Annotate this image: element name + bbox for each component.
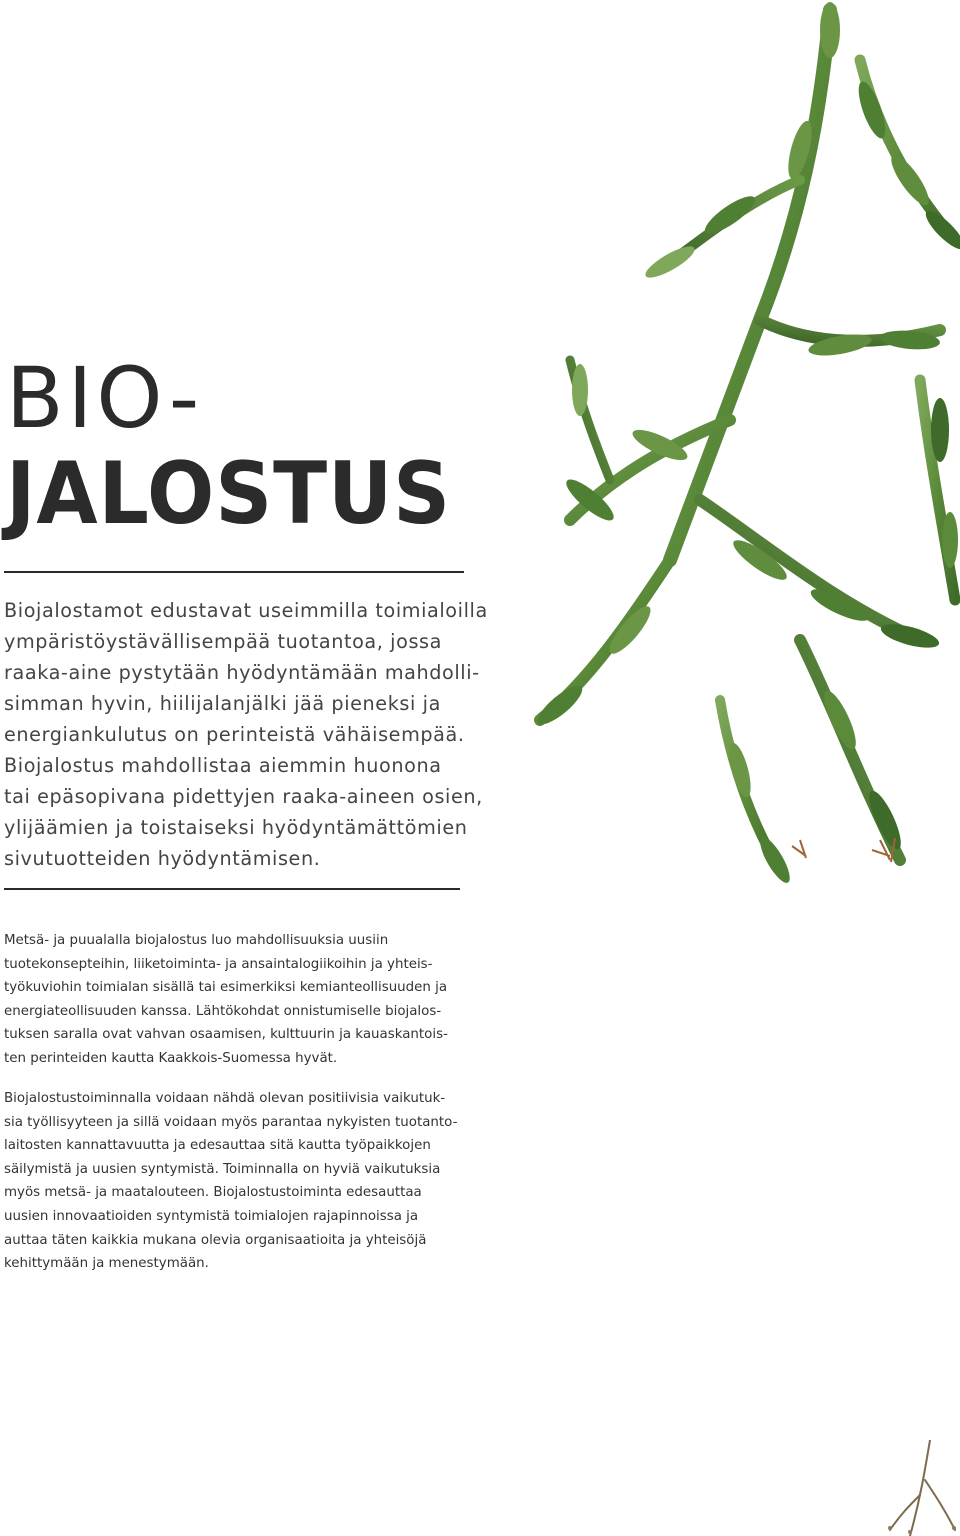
body-line: uusien innovaatioiden syntymistä toimialojen rajapinnoissa ja [4, 1208, 419, 1224]
body-line: tuotekonsepteihin, liiketoiminta- ja ansaintalogiikoihin ja yhteis- [4, 956, 433, 972]
intro-line: ylijäämien ja toistaiseksi hyödyntämättömien [4, 816, 468, 839]
intro-line: energiankulutus on perinteistä vähäisempää. [4, 723, 465, 746]
body-line: kehittymään ja menestymään. [4, 1256, 209, 1272]
body-paragraph-2 [4, 1087, 474, 1276]
body-line: työkuviohin toimialan sisällä tai esimerkiksi kemianteollisuuden ja [4, 980, 448, 996]
body-line: sia työllisyyteen ja sillä voidaan myös parantaa nykyisten tuotanto- [4, 1114, 458, 1130]
body-line: myös metsä- ja maatalouteen. Biojalostustoiminta edesauttaa [4, 1185, 422, 1201]
body-line: Biojalostustoiminnalla voidaan nähdä olevan positiivisia vaikutuk- [4, 1091, 446, 1106]
body-paragraph-1 [4, 929, 474, 1071]
intro-line: sivutuotteiden hyödyntämisen. [4, 847, 321, 870]
intro-line: simman hyvin, hiilijalanjälki jää pieneksi ja [4, 692, 441, 715]
body-line: tuksen saralla ovat vahvan osaamisen, kulttuurin ja kauaskantois- [4, 1027, 448, 1043]
page-title-line1: BIO- [6, 349, 204, 447]
page-title-line2: JALOSTUS [6, 444, 452, 544]
root-sprig-icon [880, 1440, 960, 1536]
intro-line: Biojalostamot edustavat useimmilla toimialoilla [4, 599, 488, 622]
page-title [6, 350, 490, 542]
body-line: ten perinteiden kautta Kaakkois-Suomessa hyvät. [4, 1050, 338, 1066]
intro-line: ympäristöystävällisempää tuotantoa, jossa [4, 630, 442, 653]
divider-top [4, 571, 464, 573]
divider-bottom [4, 888, 460, 890]
body-line: laitosten kannattavuutta ja edesauttaa sitä kautta työpaikkojen [4, 1138, 431, 1154]
intro-line: tai epäsopivana pidettyjen raaka-aineen osien, [4, 785, 483, 808]
cedar-branch-icon [500, 0, 960, 900]
body-line: auttaa täten kaikkia mukana olevia organisaatioita ja yhteisöjä [4, 1232, 427, 1248]
intro-paragraph [4, 595, 488, 874]
intro-line: Biojalostus mahdollistaa aiemmin huonona [4, 754, 442, 777]
body-line: energiateollisuuden kanssa. Lähtökohdat onnistumiselle biojalos- [4, 1003, 442, 1019]
body-line: Metsä- ja puualalla biojalostus luo mahdollisuuksia uusiin [4, 933, 389, 948]
body-line: säilymistä ja uusien syntymistä. Toiminnalla on hyviä vaikutuksia [4, 1161, 441, 1177]
intro-line: raaka-aine pystytään hyödyntämään mahdolli- [4, 661, 480, 684]
